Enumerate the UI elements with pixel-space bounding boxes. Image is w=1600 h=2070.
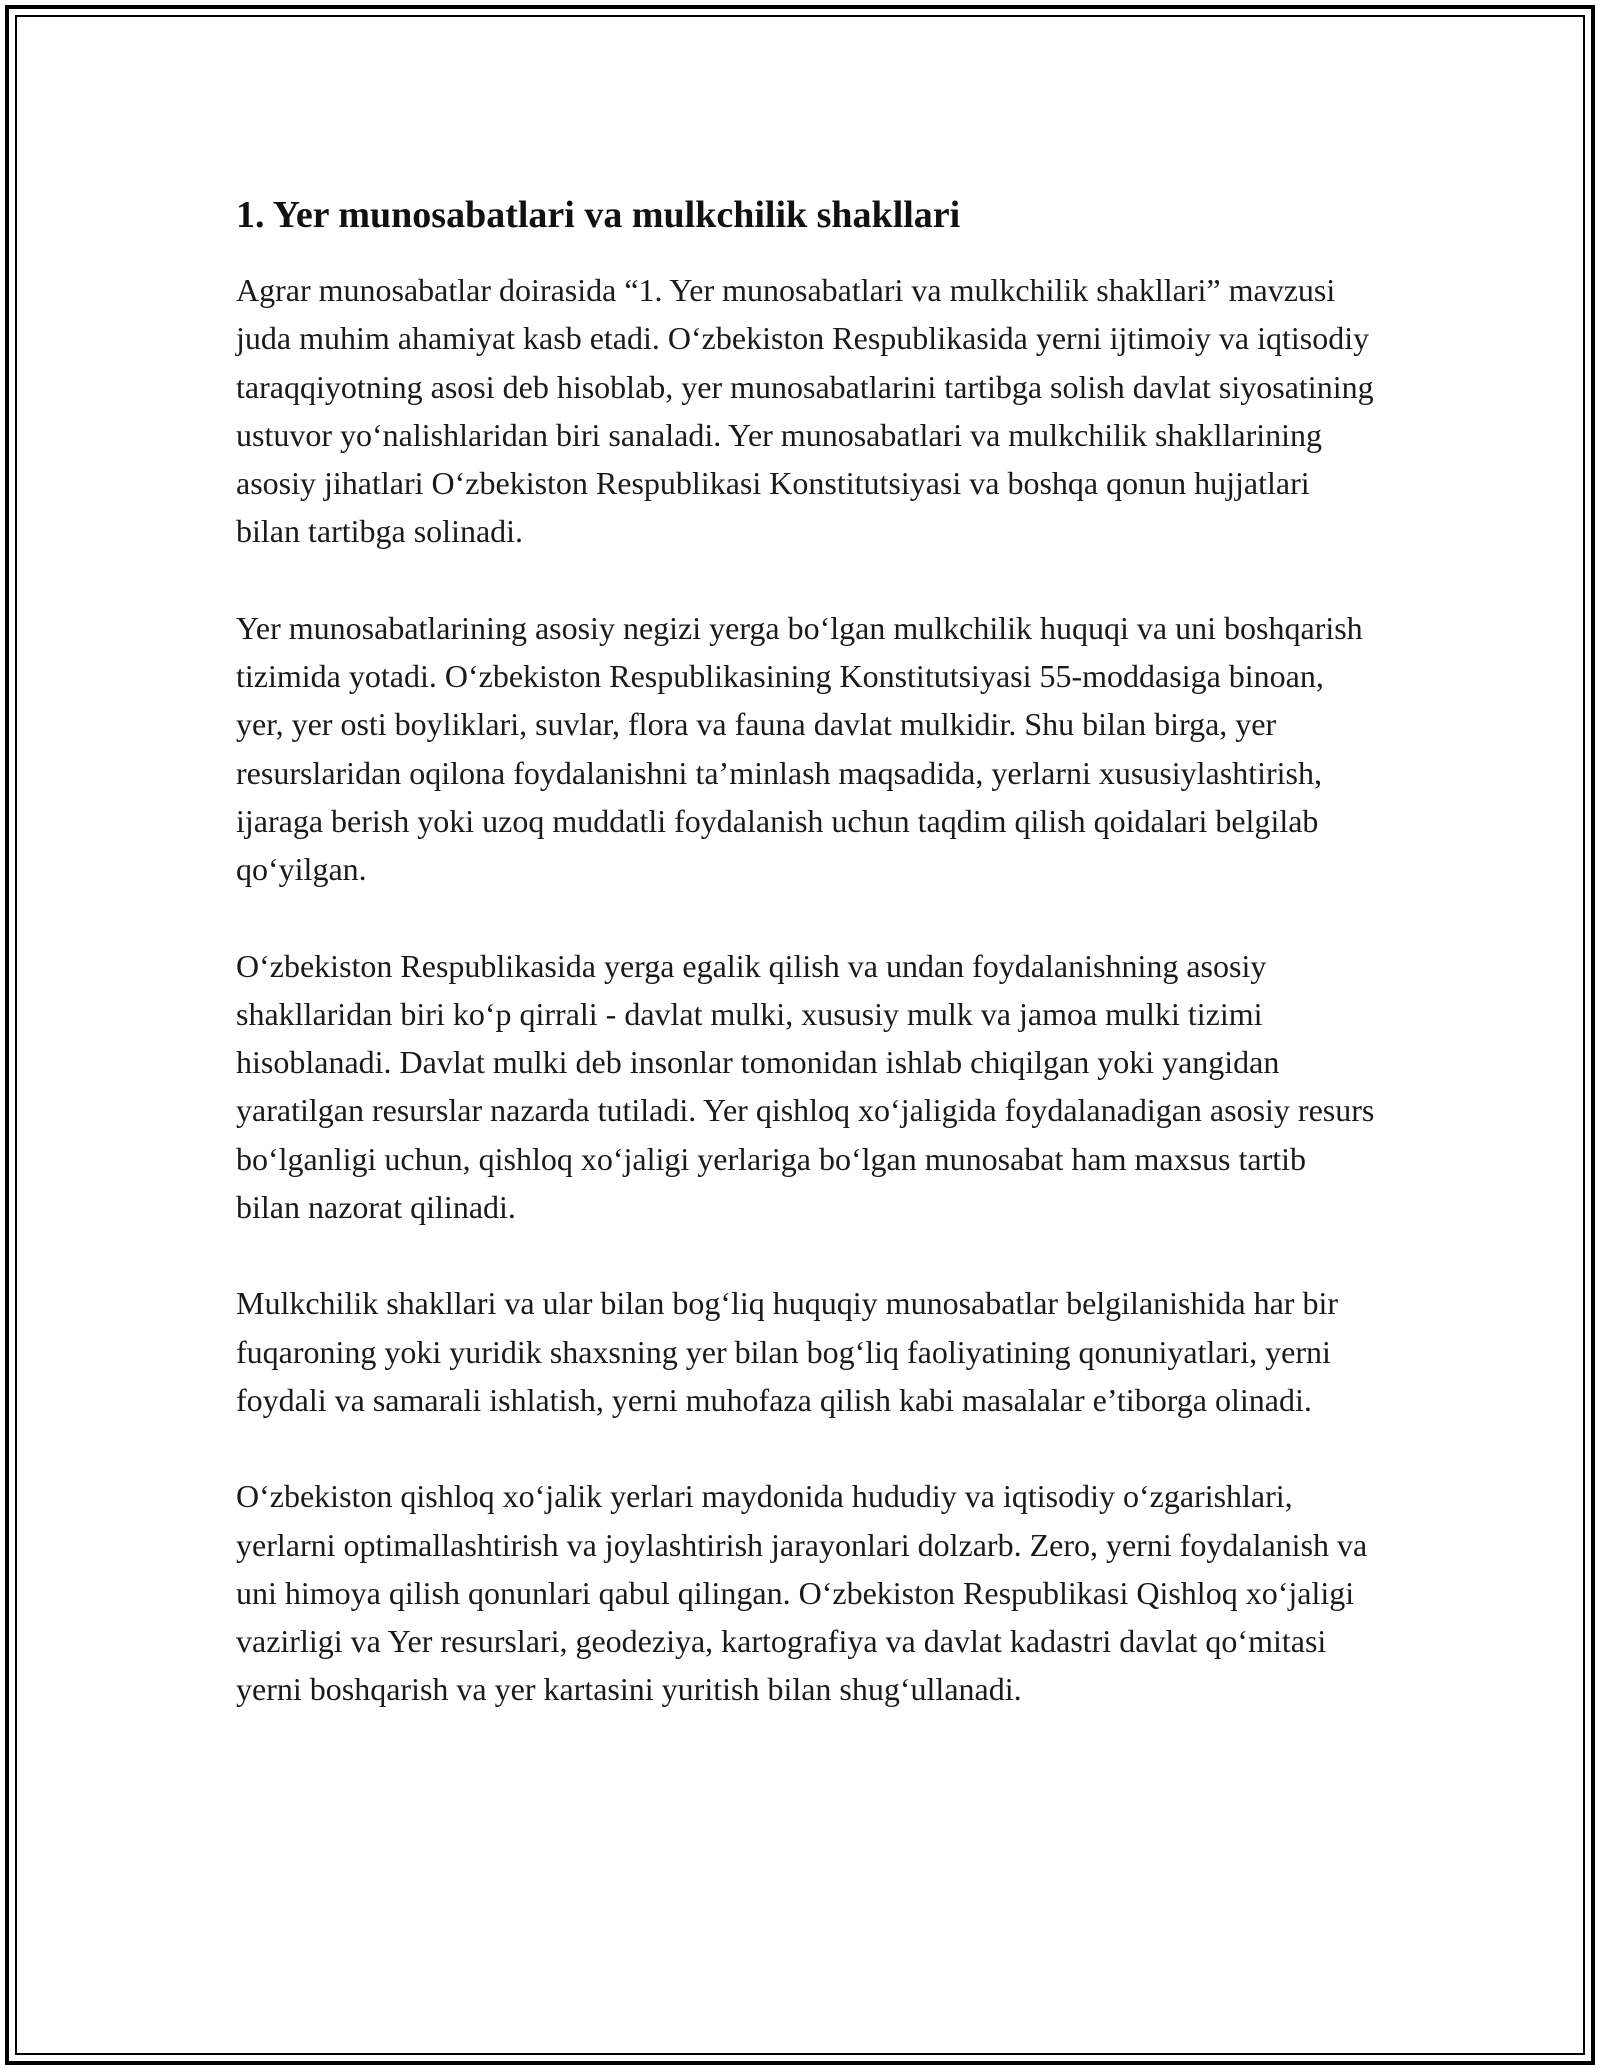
document-title: 1. Yer munosabatlari va mulkchilik shakllari bbox=[236, 194, 961, 236]
paragraph-3: O‘zbekiston Respublikasida yerga egalik qilish va undan foydalanishning asosiy shakllaridan biri ko‘p qirrali - davlat mulki, xususiy mulk va jamoa mulki tizimi hisoblanadi. Davlat mulki deb insonlar tomonidan ishlab chiqilgan yoki yangidan yaratilgan resurslar nazarda tutiladi. Yer qishloq xo‘jaligida foydalanadigan asosiy resurs bo‘lganligi uchun, qishloq xo‘jaligi yerlariga bo‘lgan munosabat ham maxsus tartib bilan nazorat qilinadi. bbox=[236, 947, 1375, 1226]
paragraph-5: O‘zbekiston qishloq xo‘jalik yerlari maydonida hududiy va iqtisodiy o‘zgarishlari, yerlarni optimallashtirish va joylashtirish jarayonlari dolzarb. Zero, yerni foydalanish va uni himoya qilish qonunlari qabul qilingan. O‘zbekiston Respublikasi Qishloq xo‘jaligi vazirligi va Yer resurslari, geodeziya, kartografiya va davlat kadastri davlat qo‘mitasi yerni boshqarish va yer kartasini yuritish bilan shug‘ullanadi. bbox=[236, 1478, 1368, 1708]
paragraph-4: Mulkchilik shakllari va ular bilan bog‘liq huquqiy munosabatlar belgilanishida har bir fuqaroning yoki yuridik shaxsning yer bilan bog‘liq faoliyatining qonuniyatlari, yerni foydali va samarali ishlatish, yerni muhofaza qilish kabi masalalar e’tiborga olinadi. bbox=[236, 1285, 1338, 1418]
document-body bbox=[236, 190, 1376, 1762]
paragraph-2: Yer munosabatlarining asosiy negizi yerga bo‘lgan mulkchilik huquqi va uni boshqarish tizimida yotadi. O‘zbekiston Respublikasining Konstitutsiyasi 55-moddasiga binoan, yer, yer osti boyliklari, suvlar, flora va fauna davlat mulkidir. Shu bilan birga, yer resurslaridan oqilona foydalanishni ta’minlash maqsadida, yerlarni xususiylashtirish, ijaraga berish yoki uzoq muddatli foydalanish uchun taqdim qilish qoidalari belgilab qo‘yilgan. bbox=[236, 609, 1363, 888]
paragraph-1: Agrar munosabatlar doirasida “1. Yer munosabatlari va mulkchilik shakllari” mavzusi juda muhim ahamiyat kasb etadi. O‘zbekiston Respublikasida yerni ijtimoiy va iqtisodiy taraqqiyotning asosi deb hisoblab, yer munosabatlarini tartibga solish davlat siyosatining ustuvor yo‘nalishlaridan biri sanaladi. Yer munosabatlari va mulkchilik shakllarining asosiy jihatlari O‘zbekiston Respublikasi Konstitutsiyasi va boshqa qonun hujjatlari bilan tartibga solinadi. bbox=[236, 272, 1374, 550]
